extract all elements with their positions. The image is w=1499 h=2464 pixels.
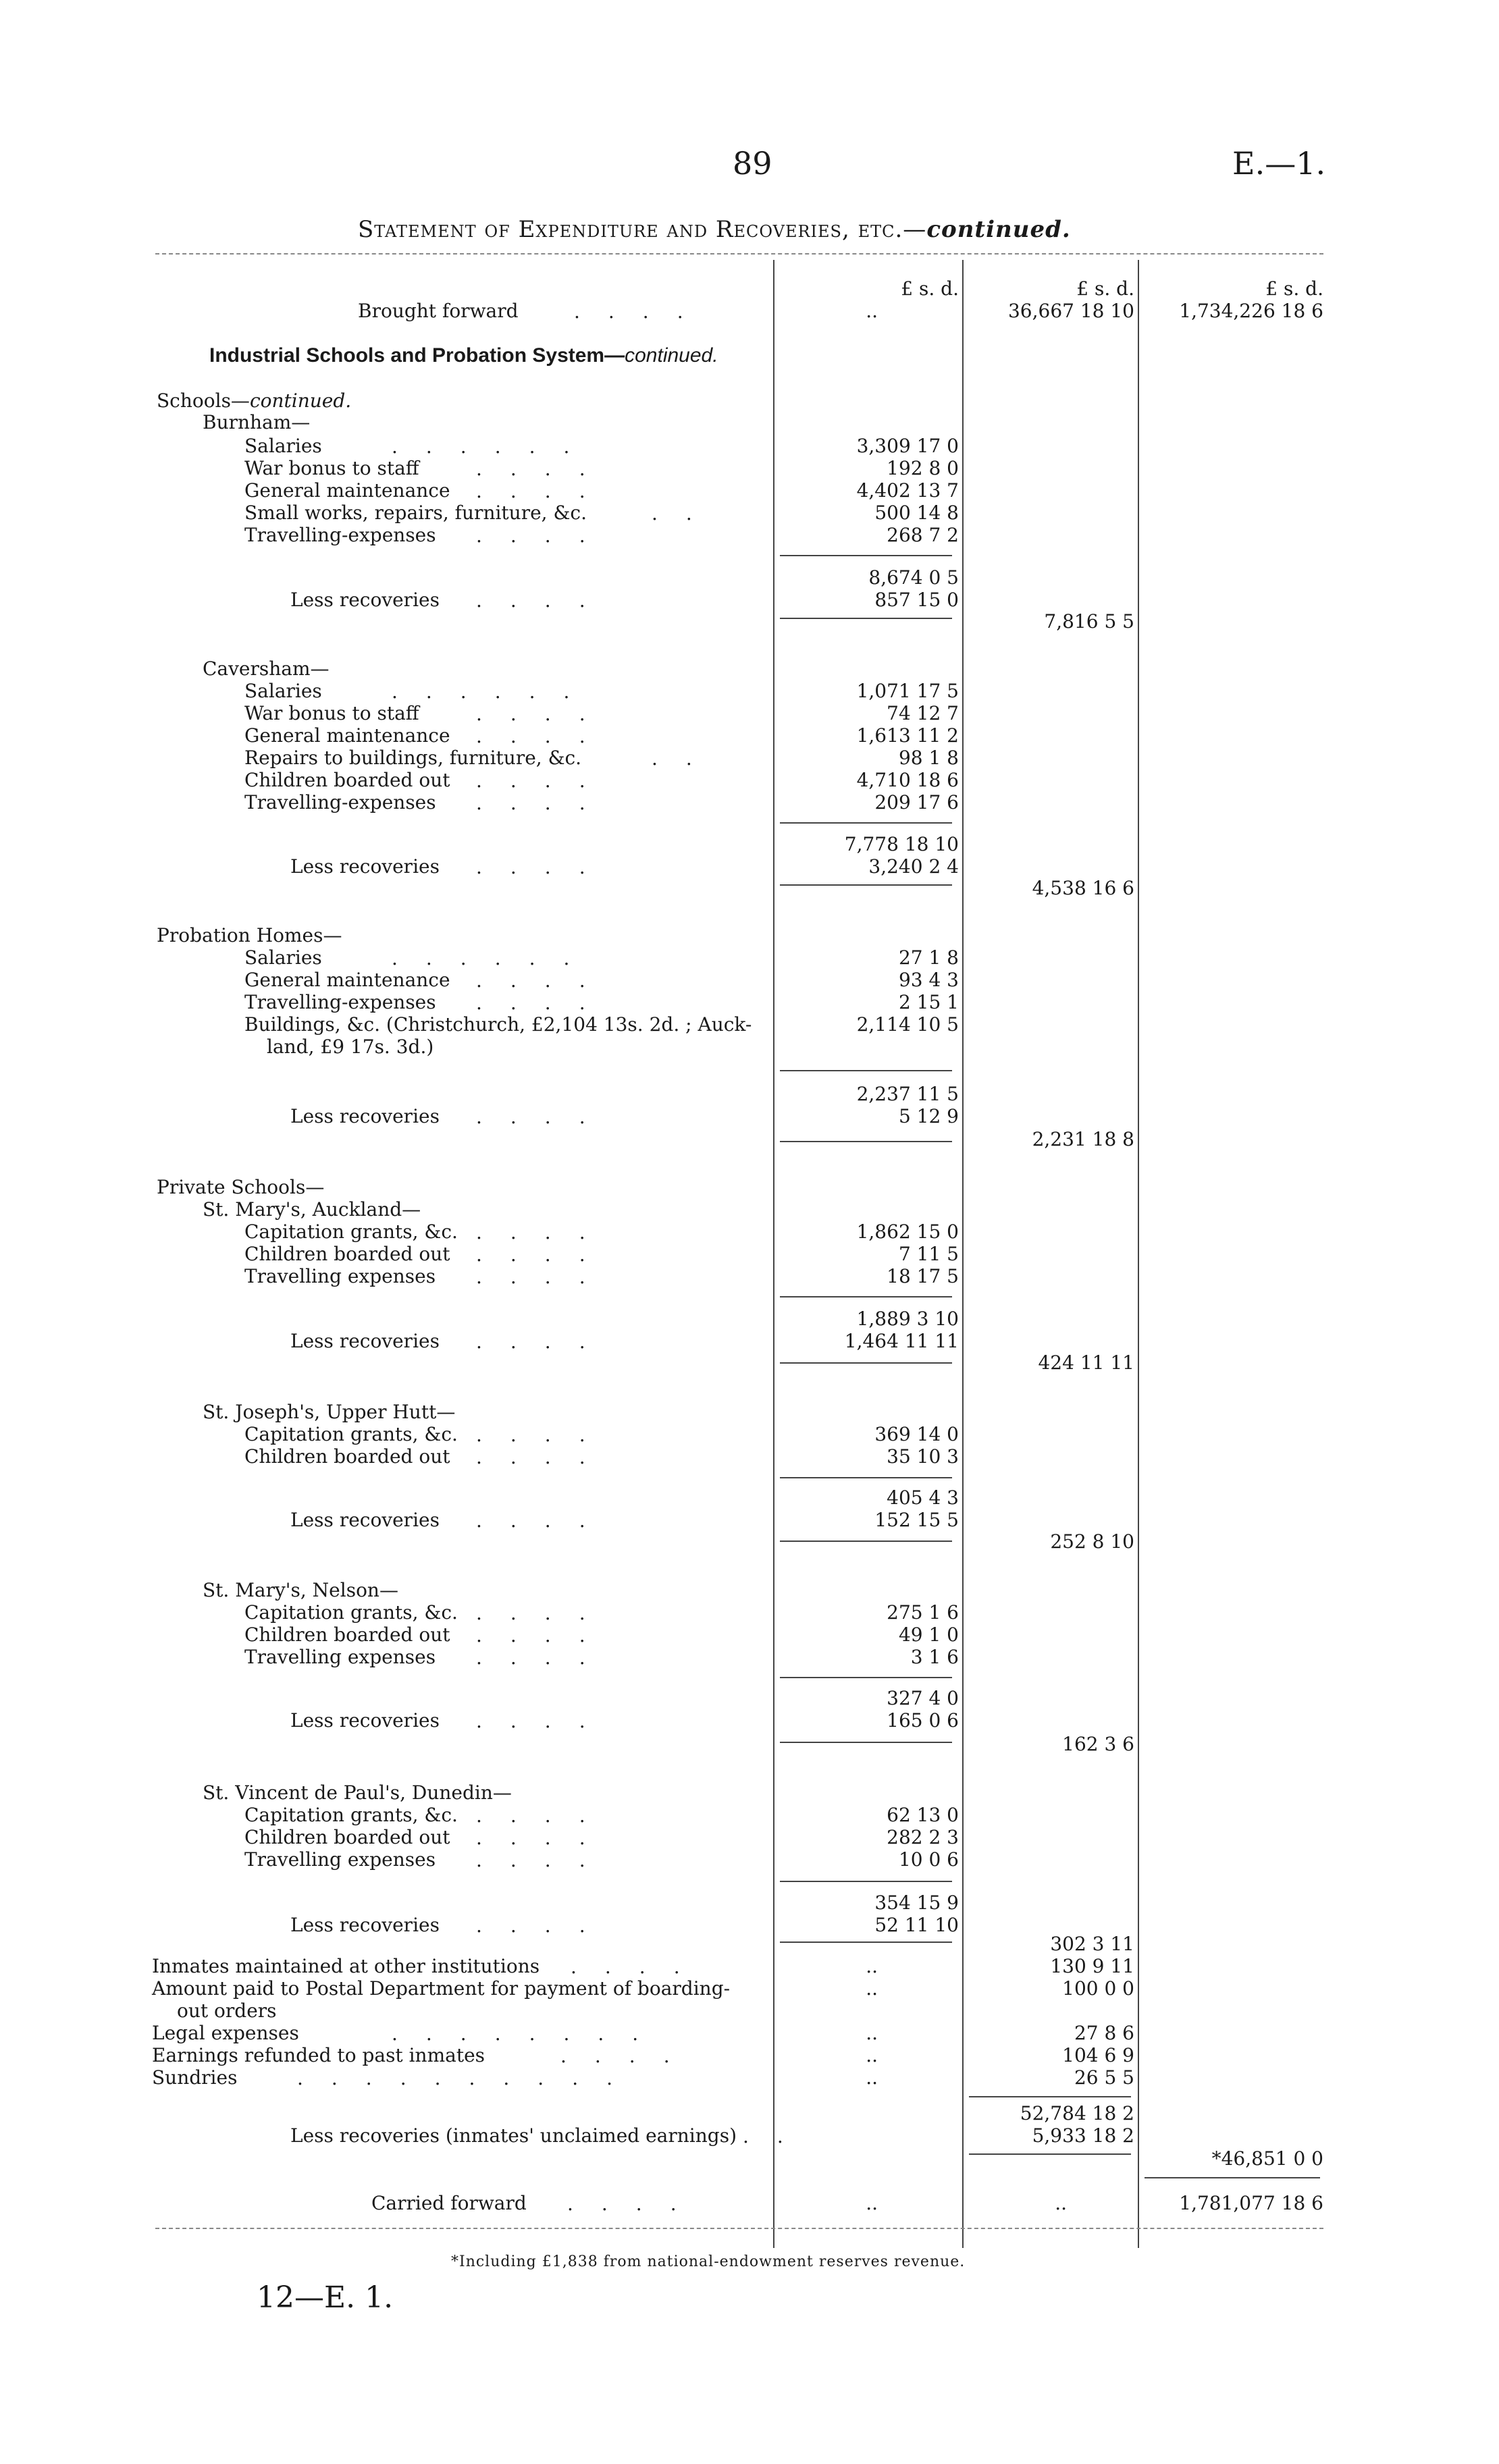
leader-dots: .... — [476, 589, 614, 612]
subtotal-rule — [780, 1141, 952, 1142]
subtotal-rule — [780, 1941, 952, 1943]
carried-forward-label: Carried forward — [371, 2192, 527, 2214]
marys-auckland-row-amount: 18 17 5 — [887, 1265, 959, 1287]
leader-dots: .... — [476, 1221, 614, 1243]
burnham-heading: Burnham— — [203, 411, 311, 433]
burnham-row-amount: 192 8 0 — [887, 457, 959, 479]
marys-nelson-row-amount: 275 1 6 — [887, 1601, 959, 1624]
josephs-less: 152 15 5 — [874, 1509, 959, 1531]
burnham-row-label: Salaries — [244, 435, 322, 457]
subtotal-rule — [780, 1477, 952, 1478]
schools-label: Schools— — [157, 390, 250, 412]
marys-nelson-row-amount: 49 1 0 — [898, 1624, 959, 1646]
leader-dots: .... — [476, 1243, 614, 1266]
josephs-less-label: Less recoveries — [290, 1509, 440, 1531]
brought-forward-c3: 1,734,226 18 6 — [1179, 300, 1323, 322]
caversham-row-amount: 4,710 18 6 — [856, 769, 959, 791]
leader-dots: .... — [476, 1331, 614, 1353]
leader-dots: .... — [571, 1956, 708, 1978]
subtotal-rule — [780, 1881, 952, 1882]
section-heading — [209, 344, 718, 367]
caversham-net: 4,538 16 6 — [1032, 877, 1134, 899]
probation-row-label: Salaries — [244, 946, 322, 969]
section-heading-text: Industrial Schools and Probation System— — [209, 344, 625, 367]
leader-dots: .... — [476, 1914, 614, 1937]
subtotal-rule — [780, 822, 952, 824]
leader-dots: .......... — [297, 2067, 641, 2089]
marys-auckland-row-amount: 1,862 15 0 — [856, 1221, 959, 1243]
brought-forward-c2: 36,667 18 10 — [1007, 300, 1134, 322]
subtotal-rule — [969, 2096, 1131, 2097]
column-header-1: £ s. d. — [901, 277, 959, 300]
brought-forward-c1: .. — [866, 300, 878, 322]
caversham-heading: Caversham— — [203, 658, 330, 680]
leader-dots: .... — [476, 992, 614, 1014]
burnham-net: 7,816 5 5 — [1044, 610, 1134, 633]
inmates-label: Inmates maintained at other institutions — [152, 1955, 540, 1977]
probation-buildings-amount: 2,114 10 5 — [856, 1013, 959, 1036]
vincent-heading: St. Vincent de Paul's, Dunedin— — [203, 1782, 512, 1804]
burnham-row-label: Travelling-expenses — [244, 524, 436, 546]
schools-continued: continued. — [249, 390, 352, 412]
total-rule — [1145, 2177, 1320, 2178]
leader-dots: .... — [476, 703, 614, 725]
vincent-row-label: Children boarded out — [244, 1826, 450, 1848]
burnham-row-amount: 3,309 17 0 — [856, 435, 959, 457]
leader-dots: .... — [476, 1446, 614, 1468]
top-rule — [155, 253, 1323, 255]
marys-nelson-row-label: Travelling expenses — [244, 1646, 436, 1668]
probation-row-label: General maintenance — [244, 969, 450, 991]
marys-nelson-net: 162 3 6 — [1062, 1733, 1134, 1755]
burnham-row-label: Small works, repairs, furniture, &c. — [244, 502, 587, 524]
leader-dots: .... — [476, 856, 614, 878]
subtotal-rule — [780, 1362, 952, 1364]
caversham-less-label: Less recoveries — [290, 855, 440, 878]
leader-dots: .. — [652, 502, 720, 525]
marys-auckland-less-label: Less recoveries — [290, 1330, 440, 1352]
caversham-row-amount: 209 17 6 — [874, 791, 959, 813]
marys-auckland-heading: St. Mary's, Auckland— — [203, 1198, 421, 1221]
burnham-row-amount: 4,402 13 7 — [856, 479, 959, 502]
leader-dots: .... — [560, 2045, 698, 2067]
marys-auckland-row-label: Travelling expenses — [244, 1265, 436, 1287]
vincent-row-label: Capitation grants, &c. — [244, 1804, 458, 1826]
leader-dots: .... — [476, 525, 614, 547]
probation-row-amount: 93 4 3 — [898, 969, 959, 991]
schools-heading — [157, 390, 351, 412]
vincent-less-label: Less recoveries — [290, 1914, 440, 1936]
marys-auckland-less: 1,464 11 11 — [844, 1330, 959, 1352]
burnham-row-amount: 500 14 8 — [874, 502, 959, 524]
leader-dots: .... — [476, 1624, 614, 1646]
leader-dots: .... — [476, 1710, 614, 1732]
subtotal-rule — [780, 1541, 952, 1542]
column-header-2: £ s. d. — [1076, 277, 1134, 300]
earnings-c1: .. — [866, 2044, 878, 2066]
leader-dots: .... — [476, 1106, 614, 1128]
burnham-row-label: General maintenance — [244, 479, 450, 502]
probation-row-amount: 2 15 1 — [898, 991, 959, 1013]
josephs-total: 405 4 3 — [887, 1487, 959, 1509]
leader-dots: .... — [574, 300, 712, 323]
leader-dots: .... — [476, 770, 614, 792]
marys-auckland-total: 1,889 3 10 — [856, 1308, 959, 1330]
caversham-row-label: Repairs to buildings, furniture, &c. — [244, 747, 582, 769]
column-divider-2 — [962, 260, 964, 2248]
caversham-row-label: Travelling-expenses — [244, 791, 436, 813]
caversham-row-amount: 1,613 11 2 — [856, 724, 959, 747]
caversham-row-amount: 98 1 8 — [898, 747, 959, 769]
josephs-heading: St. Joseph's, Upper Hutt— — [203, 1401, 456, 1423]
sundries-c1: .. — [866, 2066, 878, 2089]
caversham-total: 7,778 18 10 — [844, 833, 959, 855]
leader-dots: .... — [567, 2193, 705, 2215]
title-main: Statement of Expenditure and Recoveries, etc.— — [358, 216, 927, 243]
subtotal-rule — [780, 1070, 952, 1071]
totals-net: *46,851 0 0 — [1211, 2147, 1323, 2170]
marys-auckland-net: 424 11 11 — [1038, 1351, 1134, 1374]
totals-less-label: Less recoveries (inmates' unclaimed earnings) — [290, 2124, 737, 2147]
probation-total: 2,237 11 5 — [856, 1083, 959, 1105]
footer-code: 12—E. 1. — [257, 2280, 394, 2315]
postal-line2: out orders — [177, 2000, 277, 2022]
statement-title — [358, 216, 1071, 243]
marys-nelson-row-label: Capitation grants, &c. — [244, 1601, 458, 1624]
column-header-3: £ s. d. — [1265, 277, 1323, 300]
totals-sum: 52,784 18 2 — [1020, 2102, 1134, 2124]
legal-label: Legal expenses — [152, 2022, 299, 2044]
marys-auckland-row-amount: 7 11 5 — [898, 1243, 959, 1265]
burnham-row-amount: 268 7 2 — [887, 524, 959, 546]
vincent-row-amount: 282 2 3 — [887, 1826, 959, 1848]
vincent-less: 52 11 10 — [874, 1914, 959, 1936]
column-divider-3 — [1138, 260, 1139, 2248]
marys-nelson-total: 327 4 0 — [887, 1687, 959, 1709]
sundries-c2: 26 5 5 — [1074, 2066, 1134, 2089]
section-heading-continued: continued. — [625, 344, 718, 367]
footnote: *Including £1,838 from national-endowment reserves revenue. — [451, 2253, 966, 2270]
vincent-net: 302 3 11 — [1050, 1933, 1134, 1955]
carried-forward-c3: 1,781,077 18 6 — [1179, 2192, 1323, 2214]
leader-dots: .... — [476, 1602, 614, 1624]
josephs-row-label: Children boarded out — [244, 1445, 450, 1468]
probation-row-amount: 27 1 8 — [898, 946, 959, 969]
postal-c2: 100 0 0 — [1062, 1977, 1134, 2000]
josephs-row-amount: 35 10 3 — [887, 1445, 959, 1468]
subtotal-rule — [780, 1296, 952, 1297]
vincent-row-label: Travelling expenses — [244, 1848, 436, 1871]
inmates-c1: .. — [866, 1955, 878, 1977]
caversham-row-label: War bonus to staff — [244, 702, 419, 724]
vincent-row-amount: 10 0 6 — [898, 1848, 959, 1871]
marys-auckland-row-label: Children boarded out — [244, 1243, 450, 1265]
caversham-row-label: Children boarded out — [244, 769, 450, 791]
leader-dots: .. — [652, 747, 720, 770]
probation-less-label: Less recoveries — [290, 1105, 440, 1127]
probation-buildings-line1: Buildings, &c. (Christchurch, £2,104 13s. 2d. ; Auck- — [244, 1013, 752, 1036]
burnham-less-label: Less recoveries — [290, 589, 440, 611]
subtotal-rule — [780, 884, 952, 886]
probation-row-label: Travelling-expenses — [244, 991, 436, 1013]
subtotal-rule — [780, 618, 952, 619]
leader-dots: .... — [476, 458, 614, 480]
document-code: E.—1. — [1232, 145, 1326, 182]
earnings-label: Earnings refunded to past inmates — [152, 2044, 485, 2066]
vincent-row-amount: 62 13 0 — [887, 1804, 959, 1826]
carried-forward-c2: .. — [1055, 2192, 1067, 2214]
inmates-c2: 130 9 11 — [1050, 1955, 1134, 1977]
subtotal-rule — [780, 1742, 952, 1743]
leader-dots: ........ — [392, 2023, 667, 2045]
marys-nelson-row-label: Children boarded out — [244, 1624, 450, 1646]
private-heading: Private Schools— — [157, 1176, 325, 1198]
title-continued: continued. — [926, 216, 1071, 243]
probation-buildings-line2: land, £9 17s. 3d.) — [267, 1036, 434, 1058]
leader-dots: .... — [476, 1509, 614, 1532]
probation-heading: Probation Homes— — [157, 924, 342, 946]
bottom-rule — [155, 2228, 1323, 2229]
caversham-row-label: General maintenance — [244, 724, 450, 747]
burnham-less: 857 15 0 — [874, 589, 959, 611]
subtotal-rule — [780, 1677, 952, 1678]
leader-dots: .... — [476, 1849, 614, 1871]
brought-forward-label: Brought forward — [358, 300, 519, 322]
josephs-row-amount: 369 14 0 — [874, 1423, 959, 1445]
leader-dots: .... — [476, 480, 614, 502]
leader-dots: ...... — [392, 947, 598, 969]
josephs-row-label: Capitation grants, &c. — [244, 1423, 458, 1445]
josephs-net: 252 8 10 — [1050, 1530, 1134, 1553]
caversham-row-amount: 1,071 17 5 — [856, 680, 959, 702]
leader-dots: .. — [743, 2125, 812, 2147]
postal-c1: .. — [866, 1977, 878, 2000]
caversham-row-label: Salaries — [244, 680, 322, 702]
leader-dots: .... — [476, 792, 614, 814]
marys-nelson-less-label: Less recoveries — [290, 1709, 440, 1732]
leader-dots: .... — [476, 969, 614, 992]
leader-dots: .... — [476, 1646, 614, 1669]
leader-dots: .... — [476, 1804, 614, 1827]
leader-dots: .... — [476, 1266, 614, 1288]
leader-dots: .... — [476, 1424, 614, 1446]
totals-less: 5,933 18 2 — [1032, 2124, 1134, 2147]
marys-nelson-heading: St. Mary's, Nelson— — [203, 1579, 398, 1601]
page-number: 89 — [733, 145, 772, 182]
earnings-c2: 104 6 9 — [1062, 2044, 1134, 2066]
subtotal-rule — [969, 2153, 1131, 2155]
burnham-total: 8,674 0 5 — [868, 566, 959, 589]
carried-forward-c1: .. — [866, 2192, 878, 2214]
marys-auckland-row-label: Capitation grants, &c. — [244, 1221, 458, 1243]
caversham-less: 3,240 2 4 — [868, 855, 959, 878]
probation-net: 2,231 18 8 — [1032, 1128, 1134, 1150]
marys-nelson-row-amount: 3 1 6 — [910, 1646, 959, 1668]
column-divider-1 — [773, 260, 774, 2248]
sundries-label: Sundries — [152, 2066, 238, 2089]
subtotal-rule — [780, 555, 952, 556]
caversham-row-amount: 74 12 7 — [887, 702, 959, 724]
marys-nelson-less: 165 0 6 — [887, 1709, 959, 1732]
leader-dots: .... — [476, 1827, 614, 1849]
leader-dots: .... — [476, 725, 614, 747]
probation-less: 5 12 9 — [898, 1105, 959, 1127]
leader-dots: ...... — [392, 435, 598, 458]
vincent-total: 354 15 9 — [874, 1892, 959, 1914]
burnham-row-label: War bonus to staff — [244, 457, 419, 479]
leader-dots: ...... — [392, 680, 598, 703]
legal-c1: .. — [866, 2022, 878, 2044]
postal-line1: Amount paid to Postal Department for payment of boarding- — [152, 1977, 731, 2000]
legal-c2: 27 8 6 — [1074, 2022, 1134, 2044]
